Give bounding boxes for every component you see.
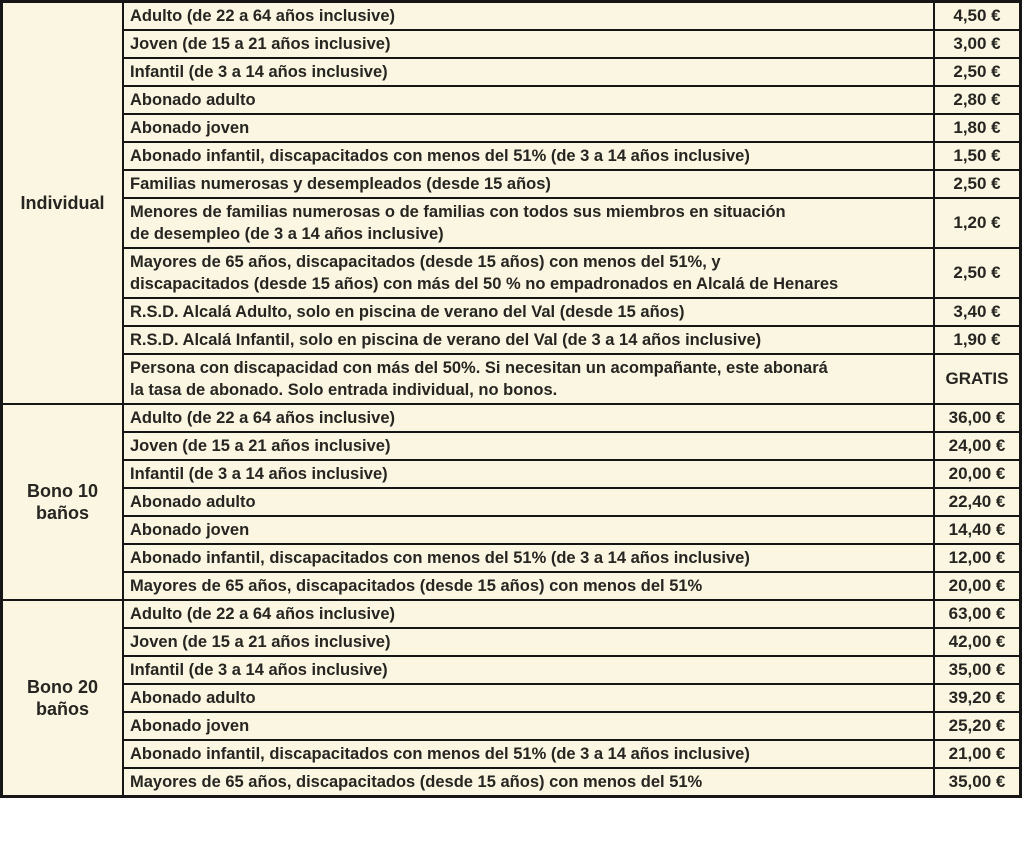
tariff-row [2,572,1021,600]
tariff-description-line: Joven (de 15 a 21 años inclusive) [130,437,391,455]
tariff-description [123,740,934,768]
tariff-row [2,2,1021,31]
tariff-row [2,656,1021,684]
tariff-row [2,58,1021,86]
tariff-row [2,170,1021,198]
tariff-price: 1,20 € [934,198,1021,248]
pool-price-table-body [2,2,1021,797]
tariff-description-line: Mayores de 65 años, discapacitados (desde 15 años) con menos del 51% [130,577,703,595]
tariff-price: 4,50 € [934,2,1021,31]
tariff-price: 2,80 € [934,86,1021,114]
tariff-description-line: Abonado adulto [130,493,256,511]
tariff-description-line: la tasa de abonado. Solo entrada individual, no bonos. [130,381,558,399]
tariff-description-line: Infantil (de 3 a 14 años inclusive) [130,63,388,81]
tariff-description-line: Mayores de 65 años, discapacitados (desde 15 años) con menos del 51%, y [130,253,721,271]
tariff-price: 12,00 € [934,544,1021,572]
tariff-description-line: de desempleo (de 3 a 14 años inclusive) [130,225,444,243]
tariff-price: 63,00 € [934,600,1021,628]
tariff-row [2,628,1021,656]
tariff-row [2,30,1021,58]
tariff-description [123,58,934,86]
tariff-description [123,114,934,142]
tariff-description-line: R.S.D. Alcalá Adulto, solo en piscina de verano del Val (desde 15 años) [130,303,685,321]
tariff-row [2,600,1021,628]
tariff-price: 20,00 € [934,460,1021,488]
tariff-description-line: discapacitados (desde 15 años) con más del 50 % no empadronados en Alcalá de Henares [130,275,839,293]
tariff-description [123,142,934,170]
tariff-price: 35,00 € [934,768,1021,797]
tariff-row [2,86,1021,114]
tariff-description-line: Adulto (de 22 a 64 años inclusive) [130,7,395,25]
tariff-price: 2,50 € [934,170,1021,198]
tariff-description-line: Abonado joven [130,119,250,137]
tariff-price: 20,00 € [934,572,1021,600]
tariff-description [123,248,934,298]
tariff-row [2,516,1021,544]
tariff-description-line: Abonado infantil, discapacitados con menos del 51% (de 3 a 14 años inclusive) [130,745,750,763]
tariff-row [2,432,1021,460]
tariff-row [2,488,1021,516]
tariff-price: 21,00 € [934,740,1021,768]
tariff-price: 2,50 € [934,248,1021,298]
tariff-description-line: Familias numerosas y desempleados (desde 15 años) [130,175,551,193]
tariff-row [2,198,1021,248]
tariff-description-line: Persona con discapacidad con más del 50%. Si necesitan un acompañante, este abonará [130,359,828,377]
tariff-row [2,114,1021,142]
tariff-description [123,488,934,516]
tariff-row [2,354,1021,404]
section-label-bono-20-ba-os: Bono 20 baños [2,600,124,797]
tariff-price: GRATIS [934,354,1021,404]
tariff-description [123,684,934,712]
tariff-description-line: Menores de familias numerosas o de familias con todos sus miembros en situación [130,203,786,221]
tariff-description-line: Abonado joven [130,717,250,735]
tariff-description-line: Joven (de 15 a 21 años inclusive) [130,35,391,53]
tariff-price: 2,50 € [934,58,1021,86]
tariff-price: 42,00 € [934,628,1021,656]
tariff-price: 1,50 € [934,142,1021,170]
tariff-row [2,684,1021,712]
tariff-description [123,572,934,600]
tariff-price: 25,20 € [934,712,1021,740]
tariff-row [2,712,1021,740]
tariff-row [2,326,1021,354]
tariff-description-line: Abonado adulto [130,91,256,109]
tariff-row [2,248,1021,298]
tariff-description [123,544,934,572]
tariff-description-line: Joven (de 15 a 21 años inclusive) [130,633,391,651]
tariff-description-line: Abonado adulto [130,689,256,707]
tariff-description [123,712,934,740]
tariff-price: 3,00 € [934,30,1021,58]
tariff-description [123,600,934,628]
tariff-row [2,460,1021,488]
tariff-description [123,2,934,31]
tariff-price: 3,40 € [934,298,1021,326]
tariff-description-line: Infantil (de 3 a 14 años inclusive) [130,661,388,679]
tariff-price: 1,90 € [934,326,1021,354]
tariff-description-line: R.S.D. Alcalá Infantil, solo en piscina de verano del Val (de 3 a 14 años inclusive) [130,331,762,349]
tariff-description [123,30,934,58]
tariff-row [2,740,1021,768]
tariff-price: 39,20 € [934,684,1021,712]
tariff-description [123,432,934,460]
tariff-row [2,142,1021,170]
tariff-description-line: Mayores de 65 años, discapacitados (desde 15 años) con menos del 51% [130,773,703,791]
tariff-price: 1,80 € [934,114,1021,142]
tariff-description [123,628,934,656]
tariff-price: 35,00 € [934,656,1021,684]
tariff-description [123,516,934,544]
tariff-description [123,86,934,114]
tariff-row [2,298,1021,326]
tariff-description [123,656,934,684]
tariff-description [123,326,934,354]
tariff-price: 36,00 € [934,404,1021,432]
tariff-description-line: Abonado joven [130,521,250,539]
tariff-description-line: Abonado infantil, discapacitados con menos del 51% (de 3 a 14 años inclusive) [130,549,750,567]
tariff-row [2,544,1021,572]
tariff-price: 14,40 € [934,516,1021,544]
tariff-description [123,198,934,248]
tariff-row [2,404,1021,432]
tariff-description [123,354,934,404]
tariff-description [123,460,934,488]
tariff-row [2,768,1021,797]
tariff-description [123,298,934,326]
tariff-description-line: Abonado infantil, discapacitados con menos del 51% (de 3 a 14 años inclusive) [130,147,750,165]
section-label-individual: Individual [2,2,124,405]
tariff-description-line: Infantil (de 3 a 14 años inclusive) [130,465,388,483]
section-label-bono-10-ba-os: Bono 10 baños [2,404,124,600]
tariff-description [123,170,934,198]
tariff-description-line: Adulto (de 22 a 64 años inclusive) [130,409,395,427]
tariff-description [123,404,934,432]
tariff-description-line: Adulto (de 22 a 64 años inclusive) [130,605,395,623]
tariff-price: 22,40 € [934,488,1021,516]
tariff-price: 24,00 € [934,432,1021,460]
tariff-description [123,768,934,797]
